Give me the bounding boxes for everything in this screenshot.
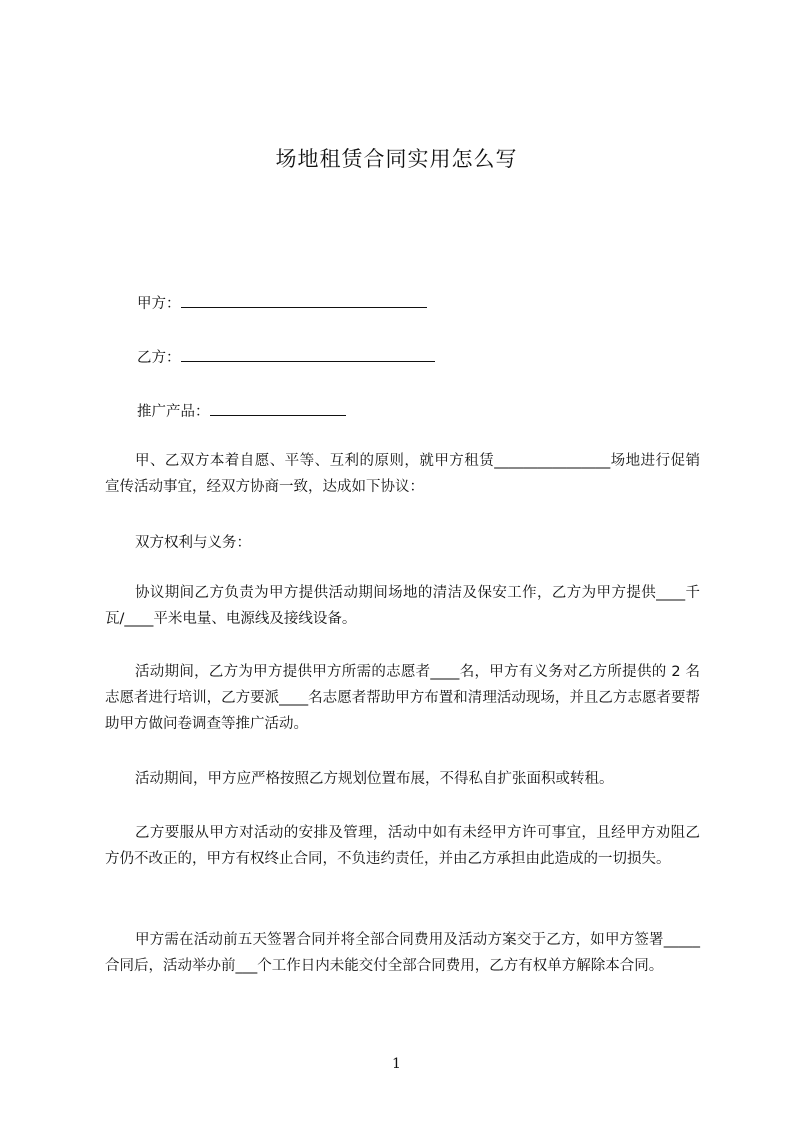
paragraph-clause-3: 活动期间，甲方应严格按照乙方规划位置布展，不得私自扩张面积或转租。: [135, 771, 614, 787]
paragraph-intro: 甲、乙双方本着自愿、平等、互利的原则，就甲方租赁________________场地进行促销宣传活动事宜，经双方协商一致，达成如下协议：: [105, 453, 700, 495]
paragraph-clause-4: 乙方要服从甲方对活动的安排及管理，活动中如有未经甲方许可事宜，且经甲方劝阻乙方仍不改正的，甲方有权终止合同，不负违约责任，并由乙方承担由此造成的一切损失。: [105, 825, 700, 867]
party-b-line: [137, 346, 435, 367]
paragraph-clause-5: 甲方需在活动前五天签署合同并将全部合同费用及活动方案交于乙方，如甲方签署_____合同后，活动举办前___个工作日内未能交付全部合同费用，乙方有权单方解除本合同。: [105, 932, 700, 974]
page-number: 1: [392, 1056, 401, 1072]
paragraph-rights-heading: 双方权利与义务：: [135, 535, 251, 551]
product-blank: [210, 401, 346, 416]
party-a-blank: [181, 293, 427, 308]
product-line: [137, 400, 346, 421]
document-title: 场地租赁合同实用怎么写: [275, 147, 518, 171]
paragraph-clause-2: 活动期间，乙方为甲方提供甲方所需的志愿者____名，甲方有义务对乙方所提供的 2 名志愿者进行培训，乙方要派____名志愿者帮助甲方布置和清理活动现场，并且乙方志愿者要帮助甲方做问卷调查等推广活动。: [105, 664, 700, 732]
party-b-label: 乙方：: [137, 350, 181, 366]
party-a-line: [137, 292, 427, 313]
product-label: 推广产品：: [137, 404, 210, 420]
party-a-label: 甲方：: [137, 296, 181, 312]
party-b-blank: [181, 347, 435, 362]
paragraph-clause-1: 协议期间乙方负责为甲方提供活动期间场地的清洁及保安工作，乙方为甲方提供____千瓦/____平米电量、电源线及接线设备。: [105, 585, 700, 627]
